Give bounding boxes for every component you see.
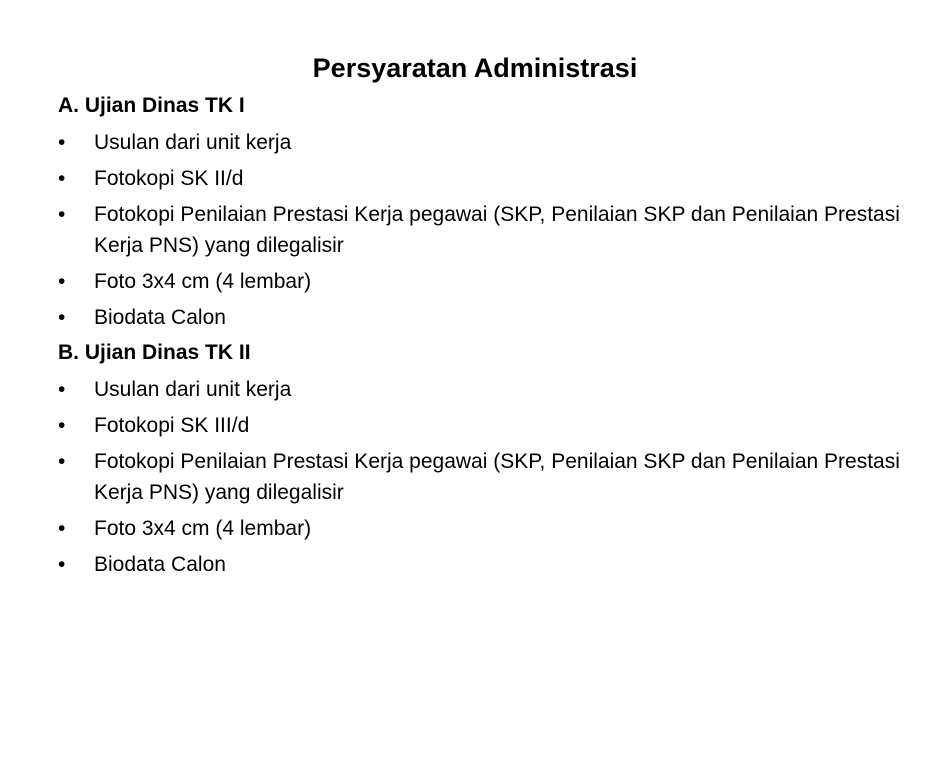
list-item-text: Usulan dari unit kerja: [94, 377, 292, 401]
bullet-icon: •: [58, 130, 66, 154]
page-title: Persyaratan Administrasi: [312, 53, 638, 83]
list-item: [58, 196, 918, 263]
list-item-text: Biodata Calon: [94, 552, 226, 576]
list-item-text: Fotokopi Penilaian Prestasi Kerja pegawai (SKP, Penilaian SKP dan Penilaian Prestasi Kerja PNS) yang dilegalisir: [94, 449, 900, 504]
list-item-text: Fotokopi SK III/d: [94, 413, 250, 437]
list-item-text: Fotokopi SK II/d: [94, 166, 244, 190]
bullet-icon: •: [58, 305, 66, 329]
bullet-icon: •: [58, 269, 66, 293]
section-heading: A. Ujian Dinas TK I: [58, 94, 245, 117]
list-item: [58, 371, 918, 407]
list-item: [58, 263, 918, 299]
list-item: [58, 124, 918, 160]
list-item: [58, 546, 918, 582]
bullet-icon: •: [58, 377, 66, 401]
requirement-list: [58, 371, 918, 582]
list-item-text: Fotokopi Penilaian Prestasi Kerja pegawai (SKP, Penilaian SKP dan Penilaian Prestasi Kerja PNS) yang dilegalisir: [94, 202, 900, 257]
list-item: [58, 443, 918, 510]
bullet-icon: •: [58, 516, 66, 540]
list-item: [58, 407, 918, 443]
section-ujian-dinas-tk-1: [58, 88, 918, 335]
section-ujian-dinas-tk-2: [58, 335, 918, 582]
list-item: [58, 510, 918, 546]
requirement-list: [58, 124, 918, 335]
bullet-icon: •: [58, 413, 66, 437]
section-heading: B. Ujian Dinas TK II: [58, 341, 251, 364]
list-item-text: Foto 3x4 cm (4 lembar): [94, 269, 312, 293]
list-item: [58, 160, 918, 196]
content-body: [58, 88, 918, 582]
list-item: [58, 299, 918, 335]
bullet-icon: •: [58, 449, 66, 473]
list-item-text: Biodata Calon: [94, 305, 226, 329]
bullet-icon: •: [58, 166, 66, 190]
list-item-text: Foto 3x4 cm (4 lembar): [94, 516, 312, 540]
bullet-icon: •: [58, 202, 66, 226]
bullet-icon: •: [58, 552, 66, 576]
list-item-text: Usulan dari unit kerja: [94, 130, 292, 154]
